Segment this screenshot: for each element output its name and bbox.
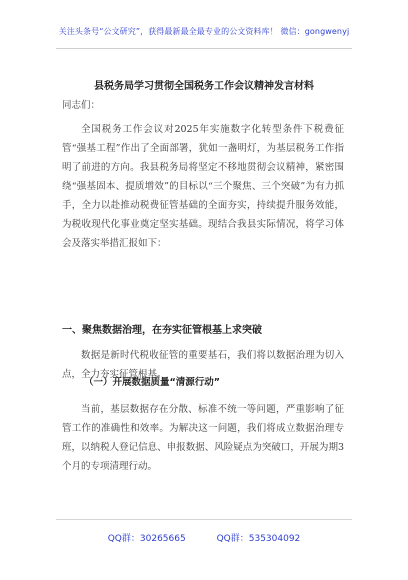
footer-divider — [56, 519, 352, 520]
subsection-heading: （一）开展数据质量“清源行动” — [84, 377, 220, 388]
header-promo-text: 关注头条号“公文研究”，获得最新最全最专业的公文资料库！ 微信：gongwenyj — [58, 27, 350, 36]
header-divider — [56, 48, 352, 49]
footer-contact — [0, 531, 408, 544]
document-title: 县税务局学习贯彻全国税务工作会议精神发言材料 — [94, 81, 314, 92]
paragraph-data-quality: 当前，基层数据存在分散、标准不统一等问题，严重影响了征管工作的准确性和效率。为解决这一问题，我们将成立数据治理专班，以纳税人登记信息、申报数据、风险疑点为突破口，开展为期3个月的专项清理行动。 — [62, 404, 344, 472]
footer-qq-group-2: QQ群：535304092 — [216, 534, 301, 544]
salutation: 同志们： — [62, 100, 101, 111]
footer-qq-group-1: QQ群：30265665 — [107, 534, 186, 544]
section-heading: 一、聚焦数据治理，在夯实征管根基上求突破 — [62, 325, 262, 336]
paragraph-intro: 全国税务工作会议对2025年实施数字化转型条件下税费征管“强基工程”作出了全面部署，犹如一盏明灯，为基层税务工作指明了前进的方向。我县税务局将坚定不移地贯彻会议精神，紧密围绕“强基固本、提质增效”的目标以“三个聚焦、三个突破”为有力抓手，全力以赴推动税费征管基础的全面夯实，持续提升服务效能，为税收现代化事业奠定坚实基础。现结合我县实际情况，将学习体会及落实举措汇报如下： — [62, 124, 344, 249]
paragraph-data-foundation: 数据是新时代税收征管的重要基石，我们将以数据治理为切入点，全力夯实征管根基。 — [62, 350, 344, 380]
